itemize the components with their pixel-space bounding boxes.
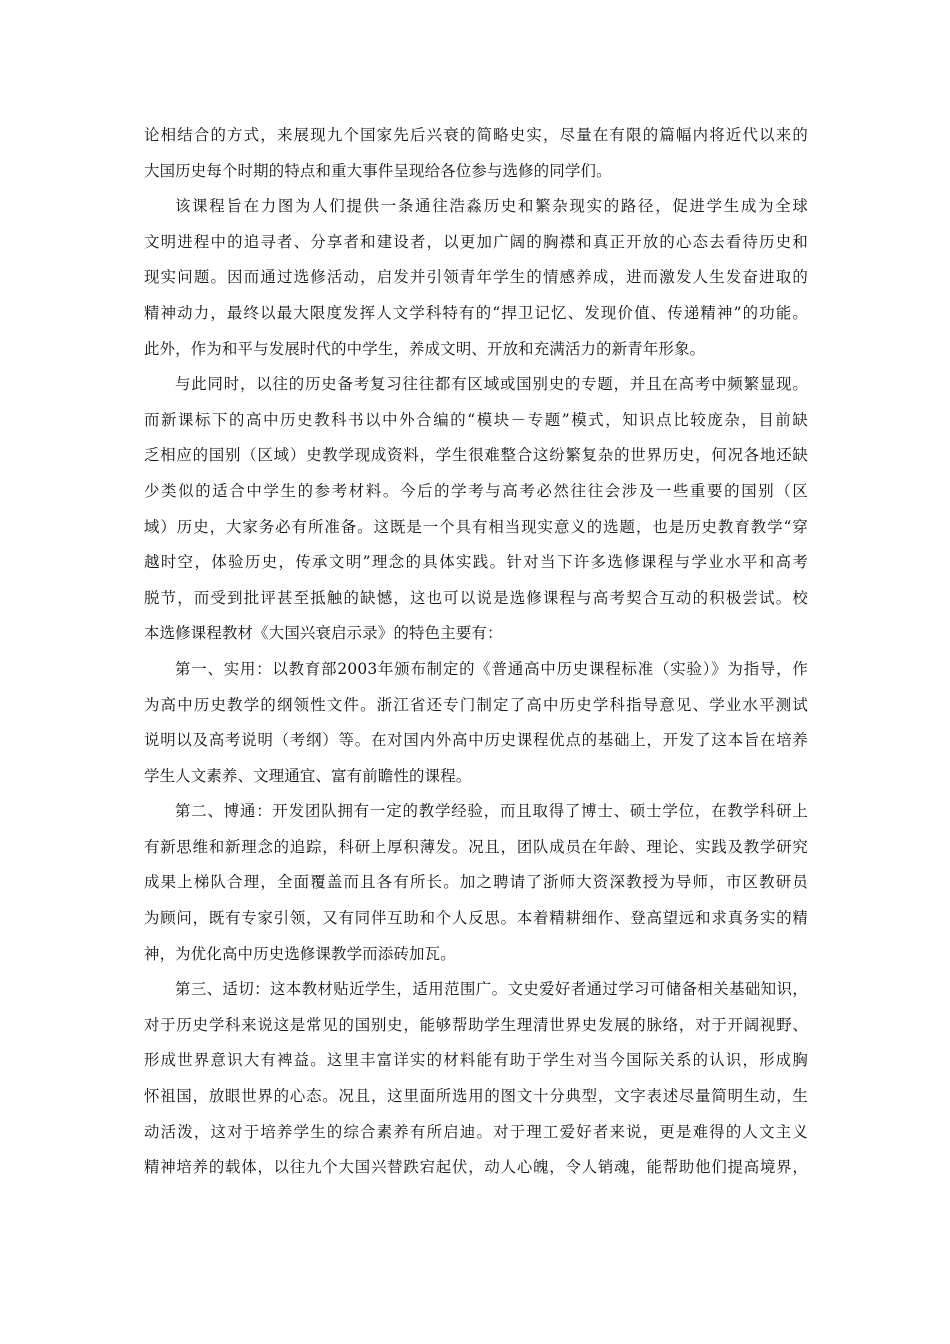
text-line: 成果上梯队合理，全面覆盖而且各有所长。加之聘请了浙师大资深教授为导师，市区教研员	[144, 873, 808, 892]
paragraph-6	[144, 972, 808, 1186]
text-line: 而新课标下的高中历史教科书以中外合编的“模块－专题”模式，知识点比较庞杂，目前缺	[144, 410, 808, 429]
document-body	[144, 118, 808, 1186]
text-line: 第三、适切：这本教材贴近学生，适用范围广。文史爱好者通过学习可储备相关基础知识，	[175, 980, 808, 999]
paragraph-2	[144, 189, 808, 367]
text-line: 该课程旨在力图为人们提供一条通往浩淼历史和繁杂现实的路径，促进学生成为全球	[175, 197, 808, 216]
paragraph-5	[144, 794, 808, 972]
text-line: 为顾问，既有专家引领，又有同伴互助和个人反思。本着精耕细作、登高望远和求真务实的精	[144, 909, 808, 928]
text-line: 神，为优化高中历史选修课教学而添砖加瓦。	[144, 944, 456, 963]
text-line: 形成世界意识大有裨益。这里丰富详实的材料能有助于学生对当今国际关系的认识，形成胸	[144, 1051, 808, 1070]
text-line: 少类似的适合中学生的参考材料。今后的学考与高考必然往往会涉及一些重要的国别（区	[144, 481, 808, 500]
paragraph-3	[144, 367, 808, 652]
text-line: 对于历史学科来说这是常见的国别史，能够帮助学生理清世界史发展的脉络，对于开阔视野、	[144, 1015, 808, 1034]
text-line: 论相结合的方式，来展现九个国家先后兴衰的简略史实，尽量在有限的篇幅内将近代以来的	[144, 126, 808, 144]
text-line: 文明进程中的追寻者、分享者和建设者，以更加广阔的胸襟和真正开放的心态去看待历史和	[144, 232, 808, 251]
text-line: 与此同时，以往的历史备考复习往往都有区域或国别史的专题，并且在高考中频繁显现。	[175, 375, 808, 394]
text-line: 精神动力，最终以最大限度发挥人文学科特有的“捍卫记忆、发现价值、传递精神”的功能。	[144, 303, 808, 322]
paragraph-4	[144, 652, 808, 794]
text-line: 第一、实用：以教育部2003年颁布制定的《普通高中历史课程标准（实验）》为指导，作	[175, 659, 808, 678]
text-line: 有新思维和新理念的追踪，科研上厚积薄发。况且，团队成员在年龄、理论、实践及教学研究	[144, 837, 808, 856]
text-line: 脱节，而受到批评甚至抵触的缺憾，这也可以说是选修课程与高考契合互动的积极尝试。校	[144, 588, 808, 607]
text-line: 说明以及高考说明（考纲）等。在对国内外高中历史课程优点的基础上，开发了这本旨在培养	[144, 731, 808, 750]
paragraph-1	[144, 118, 808, 189]
text-line: 本选修课程教材《大国兴衰启示录》的特色主要有：	[144, 624, 503, 643]
text-line: 学生人文素养、文理通宜、富有前瞻性的课程。	[144, 766, 472, 785]
text-line: 越时空，体验历史，传承文明”理念的具体实践。针对当下许多选修课程与学业水平和高考	[144, 553, 808, 572]
text-line: 此外，作为和平与发展时代的中学生，养成文明、开放和充满活力的新青年形象。	[144, 339, 706, 358]
text-line: 第二、博通：开发团队拥有一定的教学经验，而且取得了博士、硕士学位，在教学科研上	[175, 802, 808, 821]
text-line: 精神培养的载体，以往九个大国兴替跌宕起伏，动人心魄，令人销魂，能帮助他们提高境界，	[144, 1158, 808, 1177]
text-line: 域）历史，大家务必有所准备。这既是一个具有相当现实意义的选题，也是历史教育教学“穿	[144, 517, 808, 536]
text-line: 乏相应的国别（区域）史教学现成资料，学生很难整合这纷繁复杂的世界历史，何况各地还缺	[144, 446, 808, 465]
text-line: 现实问题。因而通过选修活动，启发并引领青年学生的情感养成，进而激发人生发奋进取的	[144, 268, 808, 287]
text-line: 动活泼，这对于培养学生的综合素养有所启迪。对于理工爱好者来说，更是难得的人文主义	[144, 1122, 808, 1141]
text-line: 怀祖国，放眼世界的心态。况且，这里面所选用的图文十分典型，文字表述尽量简明生动，生	[144, 1087, 808, 1106]
text-line: 为高中历史教学的纲领性文件。浙江省还专门制定了高中历史学科指导意见、学业水平测试	[144, 695, 808, 714]
text-line: 大国历史每个时期的特点和重大事件呈现给各位参与选修的同学们。	[144, 161, 612, 180]
